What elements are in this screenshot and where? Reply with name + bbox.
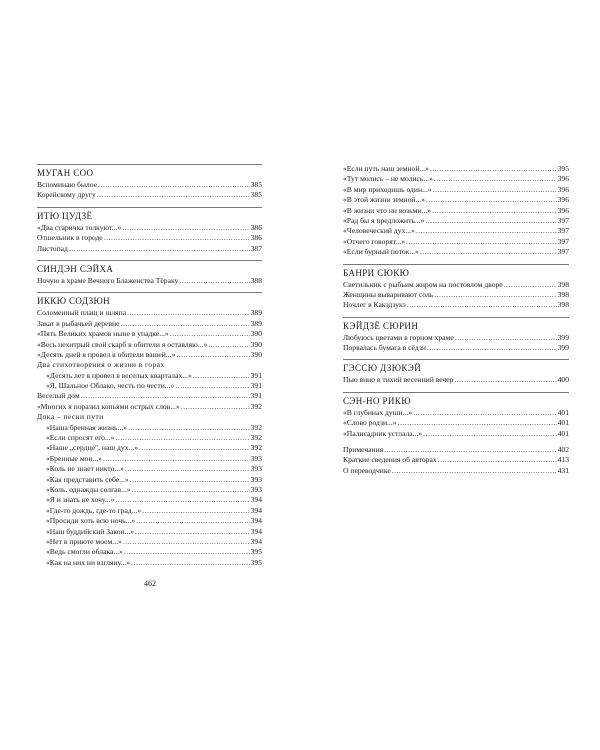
toc-leader-dots bbox=[103, 454, 250, 464]
toc-entry bbox=[343, 343, 569, 353]
toc-entry bbox=[343, 195, 569, 205]
toc-entry-title: «Коль не знает никто...» bbox=[46, 464, 124, 474]
toc-leader-dots bbox=[438, 455, 557, 465]
toc-leader-dots bbox=[433, 185, 557, 195]
toc-page-number: 401 bbox=[557, 418, 569, 428]
toc-leader-dots bbox=[425, 216, 556, 226]
toc-page-number: 395 bbox=[557, 164, 569, 173]
toc-page-number: 397 bbox=[557, 247, 569, 257]
toc-page-number: 385 bbox=[250, 190, 262, 200]
toc-leader-dots bbox=[128, 423, 250, 433]
toc-entry bbox=[343, 280, 569, 290]
toc-entry-title: «Человеческий дух...» bbox=[343, 226, 415, 236]
toc-page-number: 389 bbox=[250, 318, 262, 328]
toc-entry-title: «Десять дней я провел в обители вашей...» bbox=[37, 349, 176, 359]
toc-left-column bbox=[37, 164, 262, 568]
toc-section bbox=[343, 445, 569, 476]
toc-entry-title: «В жизни что ни возьми...» bbox=[343, 205, 432, 215]
toc-leader-dots bbox=[384, 445, 556, 455]
toc-entry-title: «Где-то дождь, где-то град...» bbox=[46, 505, 142, 515]
toc-leader-dots bbox=[434, 174, 557, 184]
toc-entry bbox=[343, 216, 569, 226]
toc-section bbox=[37, 260, 262, 286]
toc-leader-dots bbox=[407, 300, 557, 310]
author-heading: СЭН-НО РИКЮ bbox=[343, 392, 569, 408]
toc-right-column bbox=[343, 164, 569, 476]
toc-entry-title: Краткие сведения об авторах bbox=[343, 455, 437, 465]
toc-section bbox=[343, 359, 569, 385]
toc-leader-dots bbox=[136, 516, 249, 526]
toc-page-number: 398 bbox=[557, 289, 569, 299]
toc-entry-title: «В мир приходишь один...» bbox=[343, 184, 432, 194]
toc-entry bbox=[343, 375, 569, 385]
toc-page-number: 392 bbox=[250, 422, 262, 432]
toc-entry bbox=[343, 226, 569, 236]
toc-leader-dots bbox=[432, 206, 557, 216]
toc-page-number: 394 bbox=[250, 516, 262, 526]
toc-entry-title: «Пять Великих храмов ныне в упадке...» bbox=[37, 329, 169, 339]
toc-page-number: 387 bbox=[250, 243, 262, 253]
toc-section-continued bbox=[343, 164, 569, 258]
toc-page-number: 396 bbox=[557, 184, 569, 194]
toc-entry bbox=[343, 290, 569, 300]
toc-entry-title: «Слово родзи...» bbox=[343, 418, 397, 428]
toc-subheading: Два стихотворения о жизни в горах bbox=[37, 360, 165, 370]
toc-leader-dots bbox=[426, 195, 557, 205]
toc-entry-title: «Я, Шальное Облако, честь по чести...» bbox=[46, 381, 175, 391]
toc-entry bbox=[37, 443, 262, 453]
toc-entry-title: Ночлег в Какэдзукэ bbox=[343, 300, 406, 310]
toc-page-number: 392 bbox=[250, 443, 262, 453]
toc-entry-title: «Нет в приюте моем...» bbox=[46, 536, 122, 546]
toc-entry-title: Вспоминаю былое bbox=[37, 180, 98, 189]
toc-entry-title: «Как представить себе...» bbox=[46, 474, 129, 484]
toc-leader-dots bbox=[193, 371, 250, 381]
toc-leader-dots bbox=[124, 547, 250, 557]
toc-section bbox=[343, 392, 569, 439]
toc-entry bbox=[37, 454, 262, 464]
toc-entry-title: «Если спросят его...» bbox=[46, 433, 115, 443]
toc-page-number: 391 bbox=[250, 381, 262, 391]
toc-leader-dots bbox=[455, 333, 557, 343]
toc-page-number: 393 bbox=[250, 484, 262, 494]
toc-entry bbox=[37, 329, 262, 339]
toc-entry-title: Веселый дом bbox=[37, 391, 80, 401]
toc-section bbox=[37, 207, 262, 254]
toc-page-number: 401 bbox=[557, 407, 569, 417]
toc-page-number: 399 bbox=[557, 332, 569, 342]
toc-leader-dots bbox=[123, 537, 250, 547]
toc-leader-dots bbox=[121, 319, 250, 329]
toc-entry-title: «Как на них ни взгляну...» bbox=[46, 557, 131, 567]
toc-entry bbox=[343, 333, 569, 343]
toc-leader-dots bbox=[130, 475, 250, 485]
toc-section bbox=[343, 317, 569, 354]
toc-page-number: 398 bbox=[557, 300, 569, 310]
toc-leader-dots bbox=[125, 464, 250, 474]
toc-leader-dots bbox=[97, 190, 250, 200]
toc-page-number: 413 bbox=[557, 455, 569, 465]
toc-page-number: 397 bbox=[557, 226, 569, 236]
toc-entry-title: Порвалась бумага в сёдзи bbox=[343, 343, 426, 353]
toc-entry-title: «Рад бы я предложить...» bbox=[343, 215, 425, 225]
toc-leader-dots bbox=[392, 466, 557, 476]
toc-entry bbox=[343, 206, 569, 216]
toc-page-number: 399 bbox=[557, 343, 569, 353]
toc-entry-title: «Отчего говорят...» bbox=[343, 236, 405, 246]
toc-entry-title: «Ведь смогли облака...» bbox=[46, 547, 123, 557]
toc-page-number: 394 bbox=[250, 526, 262, 536]
toc-page-number: 385 bbox=[250, 180, 262, 189]
toc-entry bbox=[343, 300, 569, 310]
toc-entry-title: «Многих я поразил копьями острых слов...» bbox=[37, 401, 180, 411]
toc-page-number: 390 bbox=[250, 349, 262, 359]
toc-page-number: 391 bbox=[250, 391, 262, 401]
toc-leader-dots bbox=[454, 375, 556, 385]
toc-page-number: 397 bbox=[557, 236, 569, 246]
toc-entry bbox=[343, 237, 569, 247]
toc-entry-title: «Наша бренная жизнь...» bbox=[46, 422, 128, 432]
toc-entry bbox=[37, 547, 262, 557]
toc-leader-dots bbox=[504, 280, 557, 290]
toc-entry-title: О переводчике bbox=[343, 465, 391, 475]
toc-page-number: 388 bbox=[250, 275, 262, 285]
toc-leader-dots bbox=[132, 485, 250, 495]
toc-page-number: 390 bbox=[250, 329, 262, 339]
author-heading: КЭЙДЗЁ СЮРИН bbox=[343, 317, 569, 333]
toc-entry bbox=[37, 371, 262, 381]
toc-page-number: 394 bbox=[250, 495, 262, 505]
author-heading: ИТЮ ЦУДЗЁ bbox=[37, 207, 262, 223]
toc-leader-dots bbox=[208, 340, 249, 350]
toc-leader-dots bbox=[175, 381, 249, 391]
toc-entry-title: «Если путь наш земной...» bbox=[343, 164, 429, 173]
toc-leader-dots bbox=[398, 418, 557, 428]
toc-page-number: 386 bbox=[250, 233, 262, 243]
toc-entry-title: Закат в рыбачьей деревне bbox=[37, 318, 120, 328]
toc-entry bbox=[343, 418, 569, 428]
toc-entry bbox=[37, 485, 262, 495]
toc-entry bbox=[37, 244, 262, 254]
toc-entry-title: Листопад bbox=[37, 243, 68, 253]
toc-section bbox=[37, 292, 262, 568]
toc-entry-title: Примечания bbox=[343, 445, 384, 455]
toc-section bbox=[37, 164, 262, 201]
toc-entry bbox=[37, 391, 262, 401]
author-heading: СИНДЭН СЭЙХА bbox=[37, 260, 262, 276]
toc-leader-dots bbox=[176, 350, 249, 360]
toc-entry bbox=[37, 423, 262, 433]
toc-leader-dots bbox=[131, 558, 250, 568]
toc-entry-title: «Просиди хоть всю ночь...» bbox=[46, 516, 136, 526]
toc-page-number: 394 bbox=[250, 536, 262, 546]
toc-page-number: 391 bbox=[250, 370, 262, 380]
toc-entry bbox=[37, 516, 262, 526]
toc-entry-title: «Наше „сердце", наш дух...» bbox=[46, 443, 138, 453]
toc-leader-dots bbox=[434, 290, 556, 300]
toc-page-number: 386 bbox=[250, 222, 262, 232]
toc-page-number: 393 bbox=[250, 464, 262, 474]
toc-page-number: 394 bbox=[250, 505, 262, 515]
toc-leader-dots bbox=[406, 237, 557, 247]
toc-entry bbox=[37, 537, 262, 547]
toc-leader-dots bbox=[420, 247, 557, 257]
toc-entry-title: «В глубинах души...» bbox=[343, 407, 413, 417]
toc-entry-title: «Тут молись – не молись...» bbox=[343, 174, 433, 184]
toc-entry-title: «В этой жизни земной...» bbox=[343, 195, 425, 205]
toc-leader-dots bbox=[416, 226, 557, 236]
toc-entry-title: «Я и знать не хочу...» bbox=[46, 495, 115, 505]
page-number: 462 bbox=[144, 579, 156, 588]
toc-leader-dots bbox=[413, 408, 557, 418]
toc-entry bbox=[37, 340, 262, 350]
toc-section bbox=[343, 264, 569, 311]
toc-page-number: 401 bbox=[557, 428, 569, 438]
toc-leader-dots bbox=[142, 506, 249, 516]
toc-entry-title: Светильник с рыбьим жиром на постоялом дворе bbox=[343, 279, 503, 289]
toc-entry bbox=[343, 455, 569, 465]
toc-page-number: 397 bbox=[557, 215, 569, 225]
toc-entry bbox=[37, 433, 262, 443]
toc-entry-title: «Весь нехитрый свой скарб в обители я оставляю...» bbox=[37, 339, 208, 349]
toc-leader-dots bbox=[430, 164, 557, 174]
toc-leader-dots bbox=[179, 276, 249, 286]
toc-leader-dots bbox=[69, 244, 250, 254]
toc-entry-title: Корейскому другу bbox=[37, 190, 96, 200]
toc-page-number: 396 bbox=[557, 205, 569, 215]
toc-leader-dots bbox=[181, 402, 250, 412]
toc-entry bbox=[37, 464, 262, 474]
toc-entry-title: Любуюсь цветами в горном храме bbox=[343, 332, 454, 342]
toc-entry bbox=[37, 233, 262, 243]
toc-entry-title: «Бренные мои...» bbox=[46, 453, 102, 463]
toc-entry bbox=[343, 445, 569, 455]
toc-page-number: 393 bbox=[250, 453, 262, 463]
toc-leader-dots bbox=[427, 343, 557, 353]
toc-entry bbox=[343, 164, 569, 174]
toc-entry-title: Пью вино в тихий весенний вечер bbox=[343, 375, 454, 385]
toc-leader-dots bbox=[139, 443, 250, 453]
toc-entry bbox=[37, 381, 262, 391]
toc-leader-dots bbox=[81, 391, 250, 401]
toc-entry-title: «Десять лет я провел в веселых кварталах...» bbox=[46, 370, 192, 380]
toc-entry-title: Ночую в храме Вечного Блаженства Тёраку bbox=[37, 275, 179, 285]
toc-leader-dots bbox=[122, 223, 249, 233]
toc-page-number: 398 bbox=[557, 279, 569, 289]
toc-page-number: 395 bbox=[250, 547, 262, 557]
toc-entry bbox=[37, 180, 262, 190]
toc-entry bbox=[37, 527, 262, 537]
toc-entry bbox=[343, 247, 569, 257]
toc-entry bbox=[37, 495, 262, 505]
toc-entry bbox=[37, 190, 262, 200]
toc-entry-title: «Наш буддийский Закон...» bbox=[46, 526, 135, 536]
toc-entry-title: «Коль, однажды солгав...» bbox=[46, 484, 131, 494]
toc-leader-dots bbox=[104, 233, 250, 243]
toc-entry bbox=[37, 223, 262, 233]
author-heading: БАНРИ СЮКЮ bbox=[343, 264, 569, 280]
toc-leader-dots bbox=[115, 495, 249, 505]
toc-entry-title: «Палисадник устлала...» bbox=[343, 428, 423, 438]
toc-entry bbox=[343, 429, 569, 439]
toc-entry bbox=[37, 308, 262, 318]
toc-entry-title: «Два старичка толкуют...» bbox=[37, 222, 122, 232]
toc-page-number: 400 bbox=[557, 375, 569, 385]
toc-leader-dots bbox=[135, 527, 250, 537]
toc-entry bbox=[343, 408, 569, 418]
toc-subheading: Дока – песни пути bbox=[37, 412, 104, 422]
toc-entry bbox=[343, 174, 569, 184]
toc-page-number: 396 bbox=[557, 174, 569, 184]
toc-page-number: 393 bbox=[250, 474, 262, 484]
toc-entry-title: Отшельник в городе bbox=[37, 233, 103, 243]
toc-entry bbox=[343, 185, 569, 195]
toc-entry bbox=[37, 506, 262, 516]
toc-entry-title: Соломенный плащ и шляпа bbox=[37, 308, 127, 318]
toc-entry bbox=[37, 402, 262, 412]
author-heading: МУГАН СОО bbox=[37, 164, 262, 180]
toc-entry-title: Женщины вываривают соль bbox=[343, 289, 434, 299]
toc-entry bbox=[37, 276, 262, 286]
toc-page-number: 389 bbox=[250, 308, 262, 318]
toc-page-number: 402 bbox=[557, 445, 569, 455]
toc-leader-dots bbox=[115, 433, 249, 443]
toc-entry bbox=[37, 475, 262, 485]
toc-page-number: 395 bbox=[250, 557, 262, 567]
toc-page-number: 392 bbox=[250, 433, 262, 443]
toc-entry bbox=[343, 466, 569, 476]
toc-page-number: 396 bbox=[557, 195, 569, 205]
toc-page-number: 390 bbox=[250, 339, 262, 349]
toc-entry bbox=[37, 350, 262, 360]
author-heading: ИККЮ СОДЗЮН bbox=[37, 292, 262, 308]
toc-leader-dots bbox=[170, 329, 250, 339]
toc-page-number: 392 bbox=[250, 401, 262, 411]
toc-entry bbox=[37, 319, 262, 329]
toc-leader-dots bbox=[423, 429, 556, 439]
toc-leader-dots bbox=[127, 308, 250, 318]
toc-entry-title: «Если бурный поток...» bbox=[343, 247, 419, 257]
author-heading: ГЭССЮ ДЗЮКЭЙ bbox=[343, 359, 569, 375]
toc-page-number: 431 bbox=[557, 465, 569, 475]
toc-leader-dots bbox=[98, 180, 250, 190]
toc-entry bbox=[37, 558, 262, 568]
